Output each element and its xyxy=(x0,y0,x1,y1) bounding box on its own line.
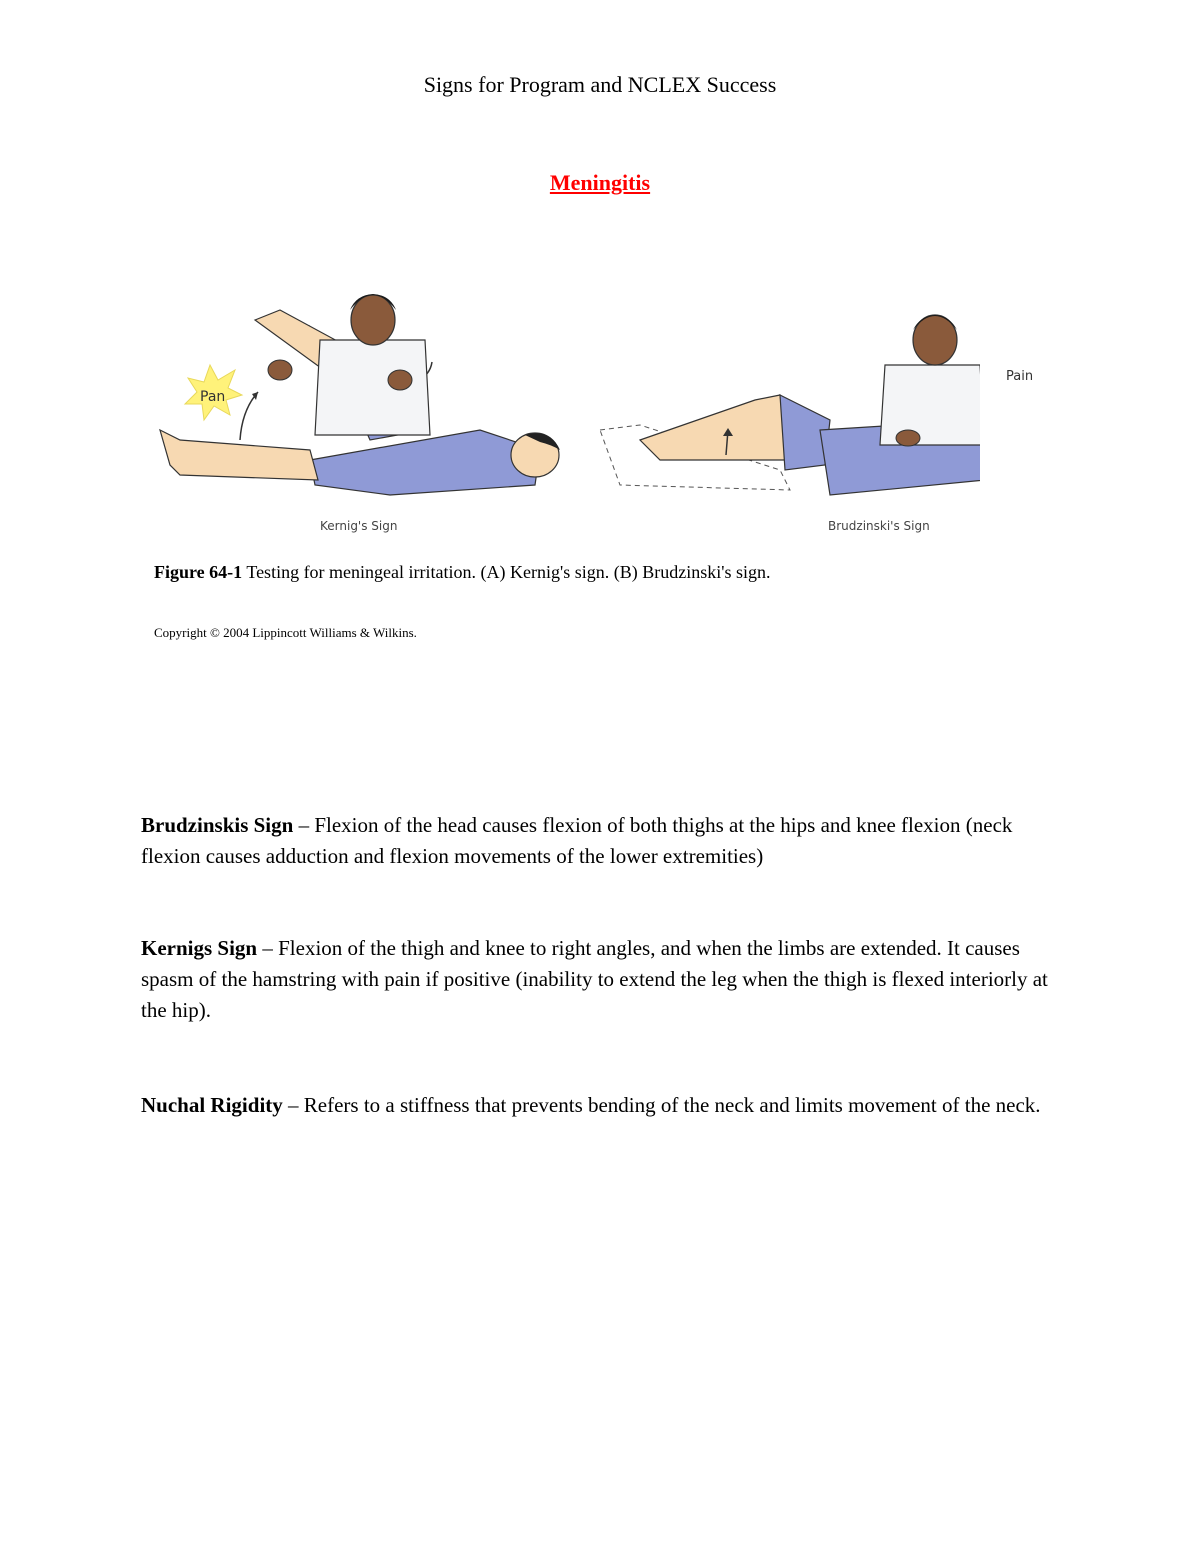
page-header: Signs for Program and NCLEX Success xyxy=(423,72,777,97)
pain-label-left: Pan xyxy=(200,389,226,405)
section-text: – Flexion of the thigh and knee to right angles, and when the limbs are extended. It causes spasm of the hamstring with pain if positive (inability to extend the leg when the thigh is flexed interiorly at the hip). xyxy=(141,936,1048,1022)
section-text: – Refers to a stiffness that prevents bending of the neck and limits movement of the neck. xyxy=(282,1093,1041,1117)
figure-copyright: Copyright © 2004 Lippincott Williams & Wilkins. xyxy=(154,625,417,640)
figure-caption-label: Figure 64-1 xyxy=(154,562,243,582)
page-title xyxy=(0,170,1200,196)
section-nuchal-rigidity xyxy=(141,1090,1071,1121)
section-brudzinski xyxy=(141,810,1071,872)
figure-illustration xyxy=(140,280,980,550)
kernig-label: Kernig's Sign xyxy=(320,519,398,533)
figure-caption xyxy=(154,562,770,583)
meningeal-signs-illustration xyxy=(140,280,980,550)
section-term: Brudzinskis Sign xyxy=(141,813,294,837)
section-term: Kernigs Sign xyxy=(141,936,258,960)
brudzinski-label: Brudzinski's Sign xyxy=(828,519,930,533)
kernig-illustration xyxy=(160,294,560,533)
section-text: – Flexion of the head causes flexion of both thighs at the hips and knee flexion (neck flexion causes adduction and flexion movements of the lower extremities) xyxy=(141,813,1013,868)
section-kernig xyxy=(141,933,1071,1026)
pain-label-right-text: Pain xyxy=(1006,369,1034,384)
section-term: Nuchal Rigidity xyxy=(141,1093,283,1117)
brudzinski-illustration xyxy=(600,315,980,533)
page-title-text: Meningitis xyxy=(549,170,651,195)
figure-caption-text: Testing for meningeal irritation. (A) Kernig's sign. (B) Brudzinski's sign. xyxy=(242,562,771,582)
